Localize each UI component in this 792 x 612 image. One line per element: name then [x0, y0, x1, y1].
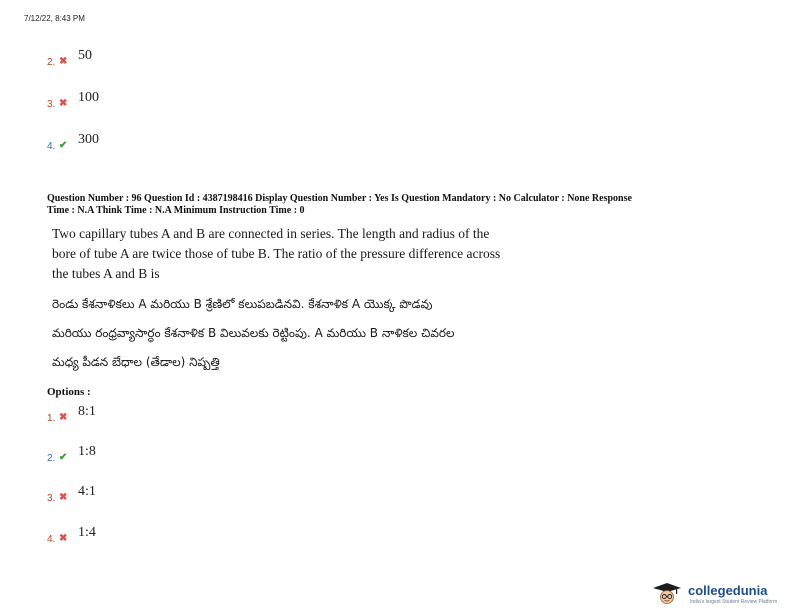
options-label: Options : — [47, 386, 91, 398]
question-text-line: Two capillary tubes A and B are connected in series. The length and radius of the — [52, 226, 490, 241]
question-telugu-line: మధ్య పీడన బేధాల (తేడాల) నిష్పత్తి — [52, 355, 220, 369]
cross-icon: ✖ — [59, 56, 68, 67]
check-icon: ✔ — [59, 452, 68, 463]
question-text-line: the tubes A and B is — [52, 266, 160, 281]
cross-icon: ✖ — [59, 412, 68, 423]
option-number: 3. — [47, 99, 56, 110]
question-meta-line1: Question Number : 96 Question Id : 4387198416 Display Question Number : Yes Is Question Mandatory : No Calculator : None Response — [47, 193, 632, 204]
question-meta-line2: Time : N.A Think Time : N.A Minimum Instruction Time : 0 — [47, 205, 305, 216]
option-value: 50 — [78, 48, 92, 63]
question-telugu-line: మరియు రంధ్రవ్యాసార్ధం కేశనాళిక B విలువలకు రెట్టింపు. A మరియు B నాళికల చివరల — [52, 326, 455, 340]
timestamp: 7/12/22, 8:43 PM — [24, 14, 85, 23]
question-meta — [47, 193, 757, 217]
option-number: 2. — [47, 453, 56, 464]
option-number: 4. — [47, 141, 56, 152]
cross-icon: ✖ — [59, 533, 68, 544]
collegedunia-logo — [646, 580, 792, 608]
option-value: 1:8 — [78, 444, 96, 459]
option-value: 100 — [78, 90, 99, 105]
cross-icon: ✖ — [59, 98, 68, 109]
question-text-line: bore of tube A are twice those of tube B. The ratio of the pressure difference across — [52, 246, 501, 261]
brand-tagline: India's largest Student Review Platform — [690, 599, 778, 605]
student-face-icon — [652, 582, 682, 604]
question-telugu-line: రెండు కేశనాళికలు A మరియు B శ్రేణిలో కలుపబడినవి. కేశనాళిక A యొక్క పొడవు — [52, 297, 433, 311]
option-number: 1. — [47, 413, 56, 424]
brand-name: collegedunia — [688, 583, 768, 598]
check-icon: ✔ — [59, 140, 68, 151]
option-value: 8:1 — [78, 404, 96, 419]
option-number: 3. — [47, 493, 56, 504]
option-value: 300 — [78, 132, 99, 147]
cross-icon: ✖ — [59, 492, 68, 503]
option-value: 1:4 — [78, 525, 96, 540]
option-number: 4. — [47, 534, 56, 545]
option-number: 2. — [47, 57, 56, 68]
option-value: 4:1 — [78, 484, 96, 499]
